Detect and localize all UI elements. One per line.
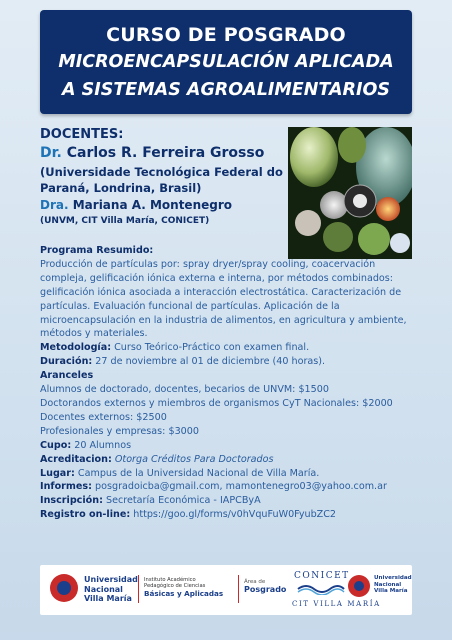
teacher2 xyxy=(40,198,232,212)
duracion-row xyxy=(40,355,414,369)
institution-logos-footer xyxy=(40,565,412,615)
course-type-title: CURSO DE POSGRADO xyxy=(106,24,346,46)
programa-text: Producción de partículas por: spray dryer/spray cooling, coacervación compleja, gelificación iónica externa e interna, por métodos combinados: gelificación iónica asociada a interacción electrostática. Caracterización de partículas. Evaluación funcional de partículas. Aplicación de la microencapsulación en la industria de alimentos, en agricultura y ambiente, métodos y materiales. xyxy=(40,258,407,340)
logo-divider xyxy=(138,575,139,603)
metodologia-value: Curso Teórico-Práctico con examen final. xyxy=(114,342,310,354)
registro-label: Registro on-line: xyxy=(40,509,131,521)
inscripcion-label: Inscripción: xyxy=(40,495,103,507)
course-title-line1: MICROENCAPSULACIÓN APLICADA xyxy=(58,52,394,72)
acreditacion-row xyxy=(40,453,414,467)
unvm-name-line: Universidad xyxy=(374,575,412,581)
logo-divider xyxy=(238,575,239,603)
unvm-name xyxy=(84,575,138,604)
duracion-label: Duración: xyxy=(40,356,93,368)
programa-label: Programa Resumido: xyxy=(40,245,154,256)
teacher1 xyxy=(40,145,264,161)
iapcbya-name xyxy=(144,577,223,598)
iap-name-line: Básicas y Aplicadas xyxy=(144,589,224,599)
metodologia-label: Metodología: xyxy=(40,342,112,354)
unvm-name-line: Nacional xyxy=(84,584,123,594)
area-posgrado xyxy=(244,579,286,595)
teacher1-name: Carlos R. Ferreira Grosso xyxy=(66,145,265,161)
unvm-name-line: Universidad xyxy=(84,575,138,584)
arancel-item: Alumnos de doctorado, docentes, becarios de UNVM: $1500 xyxy=(40,384,329,396)
cit-villa-maria-label: CIT VILLA MARÍA xyxy=(292,600,381,608)
course-details xyxy=(40,244,414,522)
cupo-value: 20 Alumnos xyxy=(74,439,132,451)
registro-link[interactable]: https://goo.gl/forms/v0hVquFuW0FyubZC2 xyxy=(133,509,337,521)
area-line: Posgrado xyxy=(244,585,287,594)
duracion-value: 27 de noviembre al 01 de diciembre (40 horas). xyxy=(95,356,326,368)
iap-name-line: Pedagógico de Ciencias xyxy=(144,583,206,590)
unvm-name-small xyxy=(374,575,412,595)
arancel-item: Profesionales y empresas: $3000 xyxy=(40,425,199,437)
unvm-logo-icon xyxy=(348,575,370,597)
teacher2-affiliation: (UNVM, CIT Villa María, CONICET) xyxy=(40,216,210,226)
inscripcion-value: Secretaría Económica - IAPCByA xyxy=(105,495,261,507)
conicet-wave-icon xyxy=(296,583,346,595)
course-title-line2: A SISTEMAS AGROALIMENTARIOS xyxy=(62,80,390,100)
teacher1-title: Dr. xyxy=(40,145,62,161)
teacher2-name: Mariana A. Montenegro xyxy=(72,198,233,212)
unvm-logo-icon xyxy=(50,574,78,602)
informes-emails[interactable]: posgradoicba@gmail.com, mamontenegro03@yahoo.com.ar xyxy=(95,481,387,493)
cupo-row xyxy=(40,439,414,453)
lugar-row xyxy=(40,467,414,481)
conicet-wordmark: CONICET xyxy=(294,571,350,581)
unvm-name-line: Villa María xyxy=(84,594,132,603)
area-line: Área de xyxy=(244,579,266,585)
inscripcion-row xyxy=(40,494,414,508)
acreditacion-label: Acreditacion: xyxy=(40,453,112,465)
lugar-label: Lugar: xyxy=(40,467,75,479)
aranceles-label: Aranceles xyxy=(40,370,94,382)
informes-label: Informes: xyxy=(40,481,92,493)
title-banner xyxy=(40,10,412,114)
unvm-name-line: Villa María xyxy=(374,588,408,594)
teacher1-affiliation-line2: Paraná, Londrina, Brasil) xyxy=(40,181,202,195)
metodologia-row xyxy=(40,341,414,355)
arancel-item: Docentes externos: $2500 xyxy=(40,411,167,423)
unvm-name-line: Nacional xyxy=(374,581,402,588)
docentes-heading: DOCENTES: xyxy=(40,127,124,142)
informes-row xyxy=(40,480,414,494)
cupo-label: Cupo: xyxy=(40,439,72,451)
iap-name-line: Instituto Académico xyxy=(144,577,196,583)
acreditacion-value: Otorga Créditos Para Doctorados xyxy=(114,453,274,465)
lugar-value: Campus de la Universidad Nacional de Villa María. xyxy=(77,467,320,479)
photo-collage-graphic xyxy=(288,127,412,259)
teacher2-title: Dra. xyxy=(40,198,69,212)
registro-row xyxy=(40,508,414,522)
teacher1-affiliation-line1: (Universidade Tecnológica Federal do xyxy=(40,165,283,179)
arancel-item: Doctorandos externos y miembros de organismos CyT Nacionales: $2000 xyxy=(40,397,393,409)
microcapsule-photo-collage xyxy=(288,127,412,259)
